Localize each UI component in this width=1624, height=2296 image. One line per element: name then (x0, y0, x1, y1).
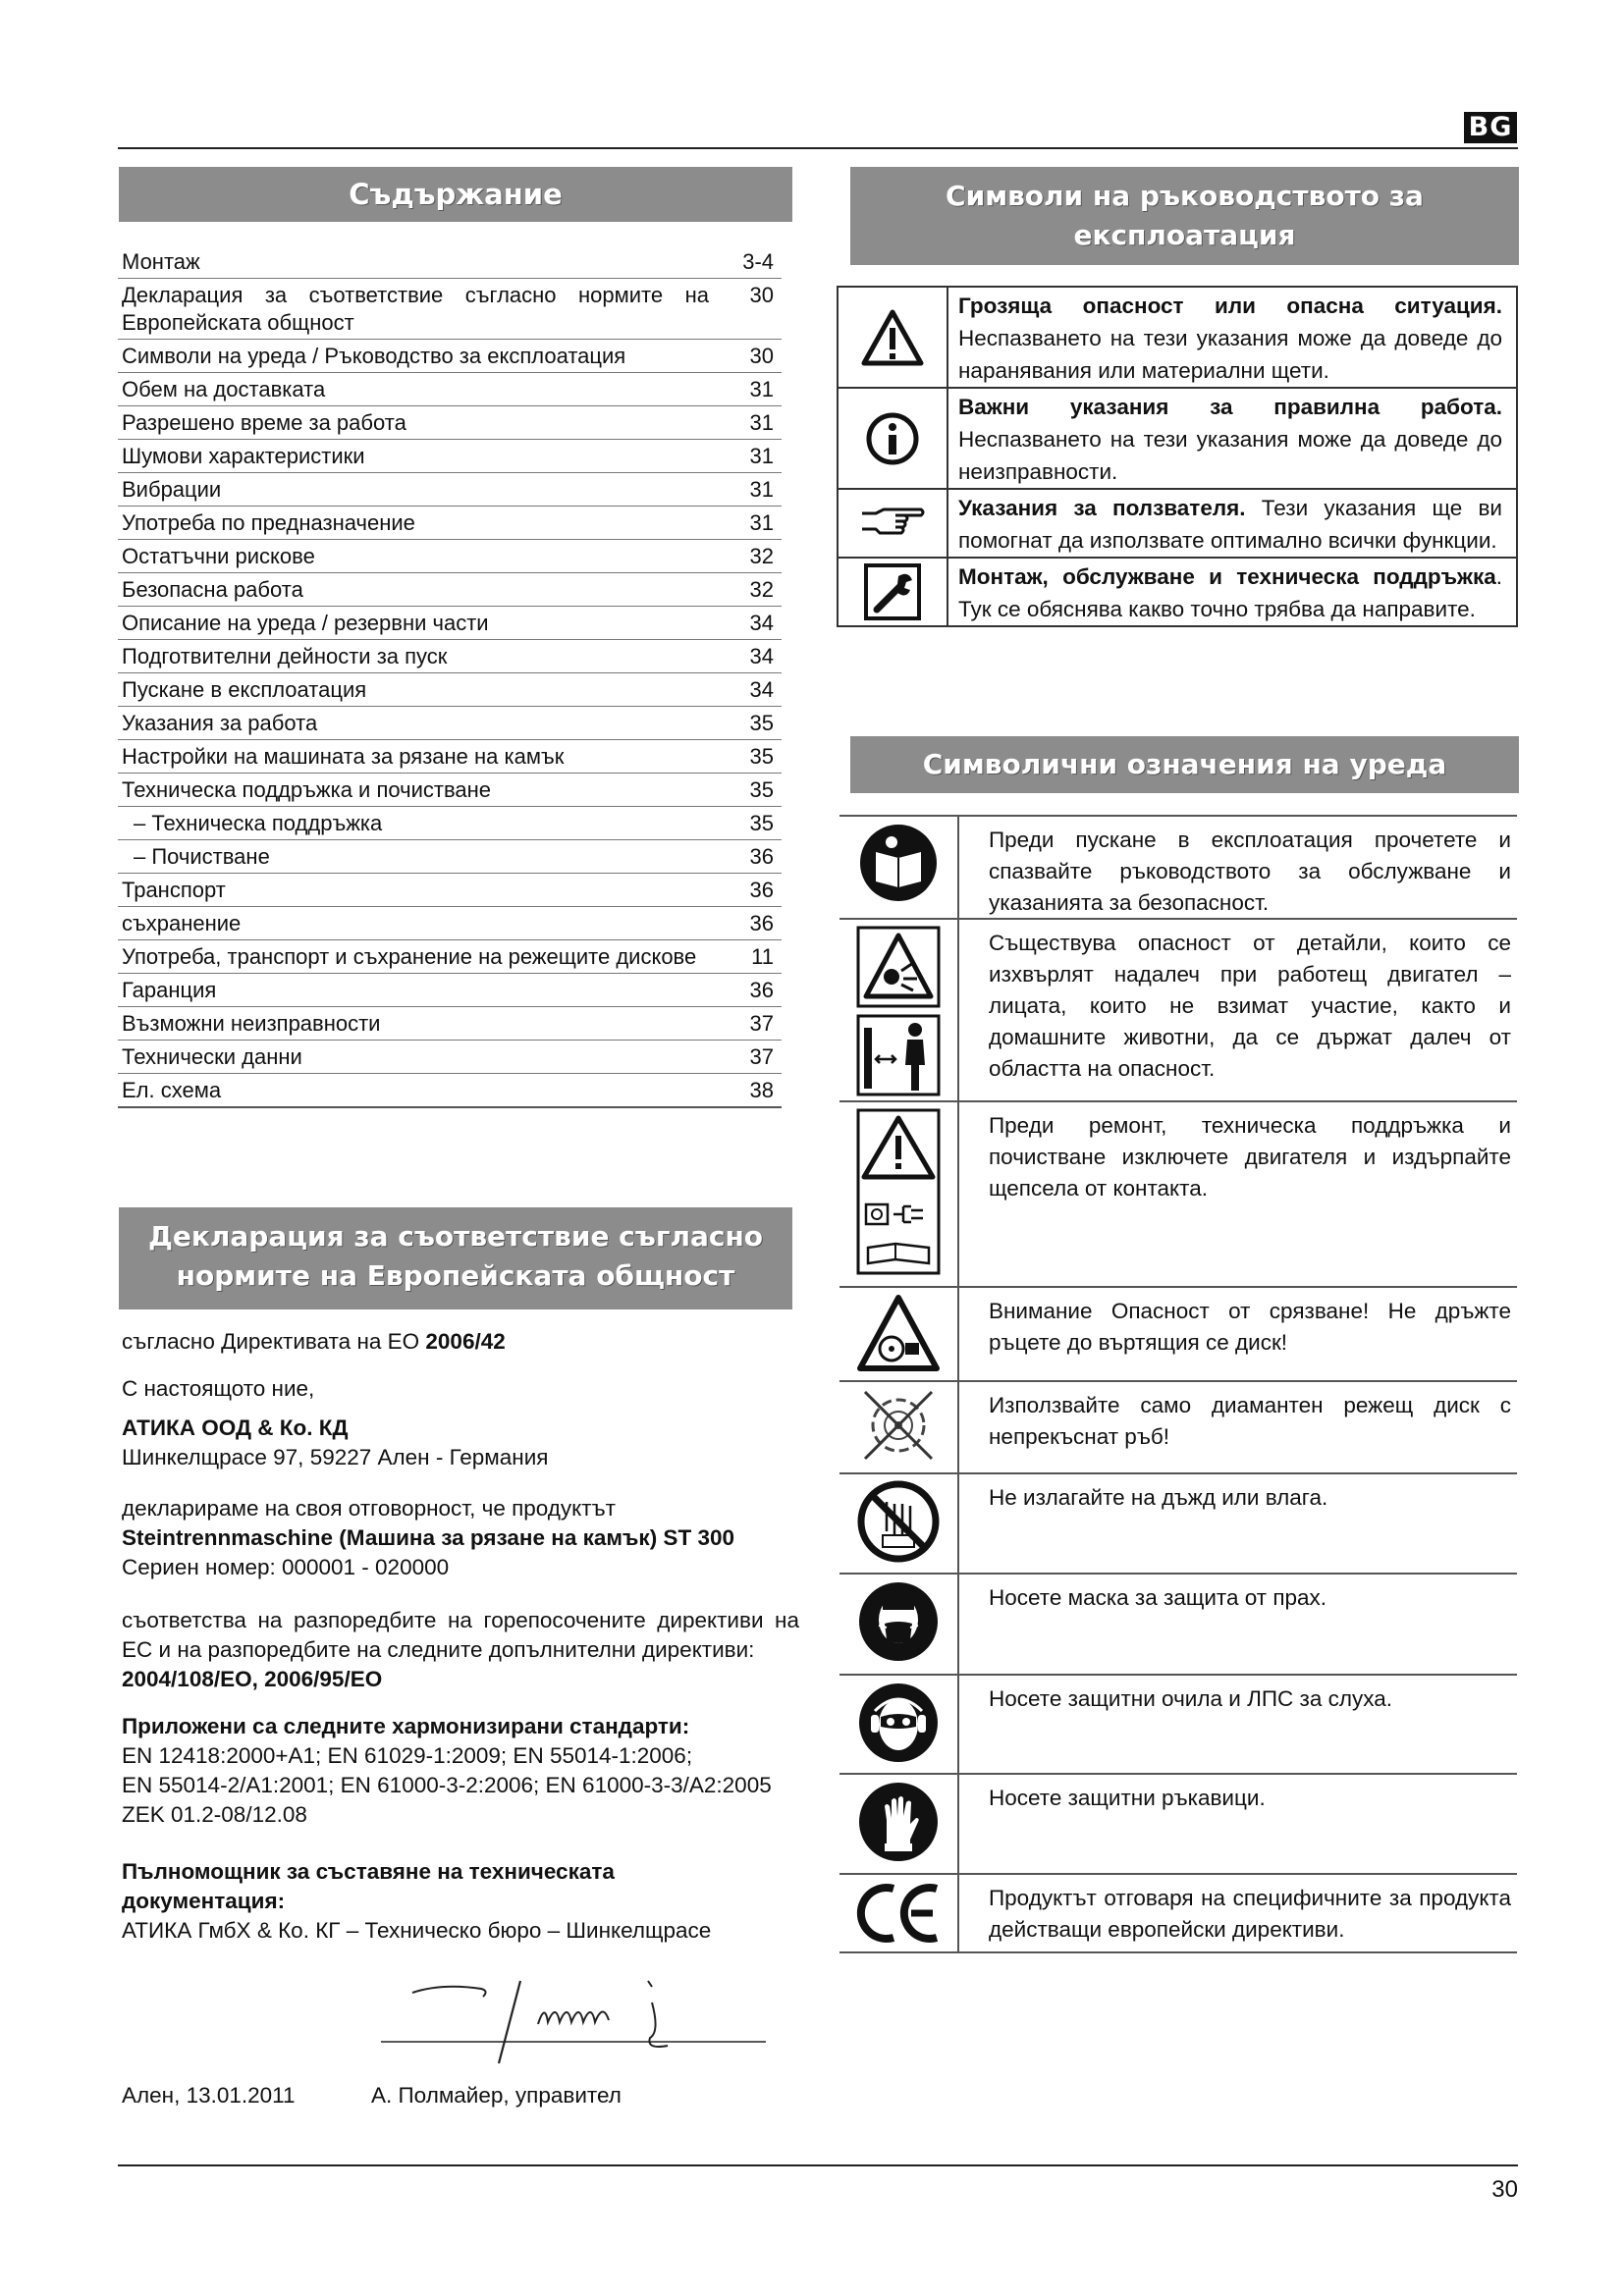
toc-entry-title: Пускане в експлоатация (122, 677, 367, 702)
toc-entry-title: Монтаж (122, 249, 200, 274)
product-name: Steintrennmaschine (Машина за рязане на камък) ST 300 (122, 1525, 734, 1550)
manual-symbol-desc: Неспазването на тези указания може да доведе до наранявания или материални щети. (958, 326, 1502, 383)
signer-name: А. Полмайер, управител (371, 2083, 622, 2108)
device-symbol-row (839, 1286, 1517, 1380)
manual-symbol-text (947, 388, 1517, 489)
toc-entry-page: 37 (749, 1011, 774, 1036)
manual-symbol-icon-cell (838, 388, 947, 489)
gloves-icon (857, 1781, 940, 1863)
toc-row (118, 340, 782, 373)
manual-symbol-row (838, 558, 1517, 626)
directive-line (122, 1327, 799, 1357)
toc-entry-title: Гаранция (122, 978, 217, 1002)
toc-entry-page: 31 (749, 510, 774, 535)
toc-entry-title: Разрешено време за работа (122, 410, 406, 435)
device-symbols-title: Символични означения на уреда (850, 736, 1519, 793)
toc-entry-title: Транспорт (122, 878, 226, 902)
company-name: АТИКА ООД & Ко. КД (122, 1415, 349, 1440)
toc-row (118, 1074, 782, 1106)
toc-entry-title: Вибрации (122, 477, 222, 502)
toc-row (118, 640, 782, 673)
toc-row (118, 740, 782, 774)
read-manual-icon (858, 823, 939, 903)
toc-entry-title: Символи на уреда / Ръководство за експлоатация (122, 344, 626, 368)
device-symbol-icon-cell (839, 920, 957, 1100)
toc-row (118, 940, 782, 974)
declaration-we: С настоящото ние, (122, 1376, 315, 1401)
toc-row (118, 473, 782, 507)
toc-entry-title: Техническа поддръжка и почистване (122, 777, 491, 802)
device-symbol-text: Преди ремонт, техническа поддръжка и почистване изключете двигателя и издърпайте щепсела от контакта. (989, 1113, 1511, 1201)
directive-number: 2006/42 (425, 1329, 506, 1354)
device-symbol-icon-cell (839, 1102, 957, 1286)
toc-row (118, 774, 782, 807)
manual-symbol-row (838, 287, 1517, 388)
toc-entry-title: Шумови характеристики (122, 444, 365, 468)
manual-symbol-bold: Важни указания за правилна работа. (958, 395, 1502, 419)
toc-entry-title: Безопасна работа (122, 577, 303, 602)
authorized-person: АТИКА ГмбХ & Ко. КГ – Техническо бюро – Шинкелщрасе (122, 1918, 712, 1943)
manual-symbols-table (837, 286, 1518, 627)
manual-symbol-bold: Грозяща опасност или опасна ситуация. (958, 294, 1502, 318)
manual-symbol-text (947, 287, 1517, 388)
toc-entry-page: 31 (749, 477, 774, 502)
toc-entry-page: 36 (749, 911, 774, 935)
toc-entry-page: 3-4 (742, 249, 774, 274)
declare-text: декларираме на своя отговорност, че продуктът (122, 1496, 616, 1521)
toc-entry-title: Настройки на машината за рязане на камък (122, 744, 565, 769)
device-symbol-text: Внимание Опасност от срязване! Не дръжте ръцете до въртящия се диск! (989, 1299, 1511, 1355)
toc-row (118, 874, 782, 907)
device-symbol-row (839, 1380, 1517, 1472)
toc-entry-page: 38 (749, 1078, 774, 1102)
manual-symbol-icon-cell (838, 489, 947, 558)
manual-symbol-desc: . Тук се обяснява какво точно трябва да направите. (958, 564, 1502, 621)
directive-text: съгласно Директивата на ЕО (122, 1329, 426, 1354)
standards-block (122, 1712, 799, 1830)
device-symbol-icon-cell (839, 817, 957, 918)
toc-entry-page: 30 (749, 344, 774, 368)
signature-image (373, 1973, 785, 2081)
flying-debris-icon (856, 926, 941, 1008)
cutting-hazard-icon (856, 1294, 941, 1372)
toc-entry-title: съхранение (122, 911, 242, 935)
device-symbol-text: Използвайте само диамантен режещ диск с непрекъснат ръб! (989, 1393, 1511, 1449)
toc-entry-title: Употреба по предназначение (122, 510, 415, 535)
standards-title: Приложени са следните хармонизирани стандарти: (122, 1714, 690, 1738)
device-symbol-text: Не излагайте на дъжд или влага. (989, 1485, 1328, 1510)
toc-entry-title: Указания за работа (122, 711, 318, 735)
toc-row (118, 907, 782, 940)
goggles-ear-protection-icon (857, 1682, 940, 1764)
toc-entry-page: 35 (749, 811, 774, 835)
toc-list (118, 245, 782, 1108)
manual-symbol-bold: Указания за ползвателя. (958, 496, 1246, 520)
unplug-before-maintenance-icon (856, 1108, 941, 1275)
header-rule (118, 147, 1518, 149)
toc-row (118, 673, 782, 707)
device-symbol-icon-cell (839, 1575, 957, 1674)
device-symbol-text: Носете защитни очила и ЛПС за слуха. (989, 1686, 1392, 1711)
device-symbol-row (839, 1573, 1517, 1674)
toc-entry-page: 31 (749, 410, 774, 435)
toc-row (118, 573, 782, 607)
toc-entry-title: – Почистване (134, 844, 270, 869)
place-date: Ален, 13.01.2011 (122, 2083, 296, 2108)
device-symbol-text: Преди пускане в експлоатация прочетете и спазвайте ръководството за обслужване и указанията за безопасност. (989, 828, 1511, 915)
device-symbol-row (839, 1674, 1517, 1773)
manual-symbol-text (947, 489, 1517, 558)
toc-row (118, 507, 782, 540)
toc-title: Съдържание (119, 167, 792, 222)
declaration-title-line1: Декларация за съответствие съгласно (147, 1220, 764, 1253)
keep-distance-icon (856, 1014, 941, 1096)
conformity-text: съответства на разпоредбите на горепосочените директиви на ЕС и на разпоредбите на следните допълнителни директиви: (122, 1608, 799, 1662)
standards-line3: ZEK 01.2-08/12.08 (122, 1802, 307, 1827)
serial-number: Сериен номер: 000001 - 020000 (122, 1555, 450, 1579)
toc-entry-page: 35 (749, 744, 774, 769)
toc-row (118, 1007, 782, 1041)
toc-entry-title: Декларация за съответствие съгласно нормите на Европейската общност (122, 283, 709, 335)
no-segmented-disc-icon (859, 1388, 938, 1463)
manual-symbol-icon-cell (838, 287, 947, 388)
language-badge: BG (1464, 112, 1517, 143)
device-symbol-icon-cell (839, 1288, 957, 1380)
manual-symbols-title-line1: Символи на ръководството за (946, 180, 1424, 212)
device-symbol-icon-cell (839, 1382, 957, 1472)
dust-mask-icon (857, 1580, 940, 1663)
device-symbol-row (839, 1472, 1517, 1573)
company-block (122, 1414, 799, 1472)
device-symbol-icon-cell (839, 1474, 957, 1573)
manual-symbol-desc: Тези указания ще ви помогнат да използвате оптимално всички функции. (958, 496, 1502, 553)
toc-entry-page: 36 (749, 978, 774, 1002)
standards-line1: EN 12418:2000+A1; EN 61029-1:2009; EN 55014-1:2006; (122, 1743, 693, 1768)
page-number: 30 (1491, 2176, 1518, 2203)
device-symbol-icon-cell (839, 1875, 957, 1951)
manual-symbol-row (838, 489, 1517, 558)
toc-entry-title: Технически данни (122, 1044, 302, 1069)
toc-entry-page: 32 (749, 577, 774, 602)
toc-entry-page: 35 (749, 777, 774, 802)
device-symbol-row (839, 1773, 1517, 1873)
toc-row (118, 1041, 782, 1074)
device-symbol-icon-cell (839, 1676, 957, 1773)
toc-entry-title: – Техническа поддръжка (134, 811, 383, 835)
toc-entry-page: 36 (749, 878, 774, 902)
toc-entry-page: 31 (749, 444, 774, 468)
toc-entry-page: 11 (751, 944, 774, 969)
authorized-block (122, 1857, 799, 1946)
directives-list: 2004/108/ЕО, 2006/95/ЕО (122, 1667, 383, 1691)
toc-row (118, 807, 782, 840)
toc-entry-title: Описание на уреда / резервни части (122, 611, 489, 635)
toc-entry-page: 37 (749, 1044, 774, 1069)
device-symbol-text: Съществува опасност от детайли, които се изхвърлят надалеч при работещ двигател – лицата, които не взимат участие, както и домашните животни, да се държат далеч от областта на опасност. (989, 931, 1511, 1081)
device-symbol-icon-cell (839, 1775, 957, 1873)
manual-symbol-bold: Монтаж, обслужване и техническа поддръжка (958, 564, 1496, 589)
toc-row (118, 707, 782, 740)
device-symbol-text: Продуктът отговаря на специфичните за продукта действащи европейски директиви. (989, 1886, 1511, 1942)
manual-symbols-title-line2: експлоатация (1073, 219, 1296, 251)
product-block (122, 1494, 799, 1582)
manual-symbol-row (838, 388, 1517, 489)
manual-symbols-title (850, 167, 1519, 265)
device-symbol-text: Носете защитни ръкавици. (989, 1786, 1266, 1810)
info-icon (865, 411, 920, 466)
toc-entry-page: 34 (749, 611, 774, 635)
declaration-title-line2: нормите на Европейската общност (176, 1259, 735, 1292)
toc-row (118, 406, 782, 440)
toc-row (118, 974, 782, 1007)
device-symbol-row (839, 1100, 1517, 1286)
declaration-title (119, 1207, 792, 1309)
toc-entry-title: Възможни неизправности (122, 1011, 381, 1036)
device-symbol-text: Носете маска за защита от прах. (989, 1585, 1327, 1610)
toc-row (118, 245, 782, 279)
toc-entry-page: 34 (749, 644, 774, 668)
device-symbol-row (839, 1873, 1517, 1953)
toc-row (118, 840, 782, 874)
toc-row (118, 373, 782, 406)
conformity-block (122, 1606, 799, 1694)
no-rain-icon (857, 1480, 940, 1563)
standards-line2: EN 55014-2/A1:2001; EN 61000-3-2:2006; EN 61000-3-3/A2:2005 (122, 1773, 772, 1797)
authorized-title-line2: документация: (122, 1889, 286, 1913)
manual-symbol-desc: Неспазването на тези указания може да доведе до неизправности. (958, 427, 1502, 484)
toc-row (118, 607, 782, 640)
ce-mark-icon (854, 1881, 943, 1946)
toc-entry-page: 35 (749, 711, 774, 735)
toc-entry-title: Ел. схема (122, 1078, 222, 1102)
toc-entry-page: 30 (749, 283, 774, 307)
device-symbol-row (839, 918, 1517, 1100)
toc-entry-title: Употреба, транспорт и съхранение на режещите дискове (122, 944, 697, 969)
warning-triangle-icon (860, 308, 925, 367)
manual-symbol-icon-cell (838, 558, 947, 626)
pointing-hand-icon (858, 504, 927, 543)
device-symbols-list (839, 815, 1517, 1953)
wrench-icon (863, 562, 922, 621)
company-address: Шинкелщрасе 97, 59227 Ален - Германия (122, 1445, 549, 1469)
device-symbol-row (839, 815, 1517, 918)
toc-entry-page: 36 (749, 844, 774, 869)
toc-entry-title: Остатъчни рискове (122, 544, 315, 568)
toc-entry-title: Обем на доставката (122, 377, 326, 401)
toc-entry-title: Подготвителни дейности за пуск (122, 644, 448, 668)
footer-rule (118, 2164, 1518, 2166)
toc-entry-page: 34 (749, 677, 774, 702)
toc-row (118, 540, 782, 573)
manual-symbol-text (947, 558, 1517, 626)
authorized-title-line1: Пълномощник за съставяне на техническата (122, 1859, 615, 1884)
toc-row (118, 279, 782, 340)
toc-entry-page: 32 (749, 544, 774, 568)
toc-row (118, 440, 782, 473)
toc-entry-page: 31 (749, 377, 774, 401)
